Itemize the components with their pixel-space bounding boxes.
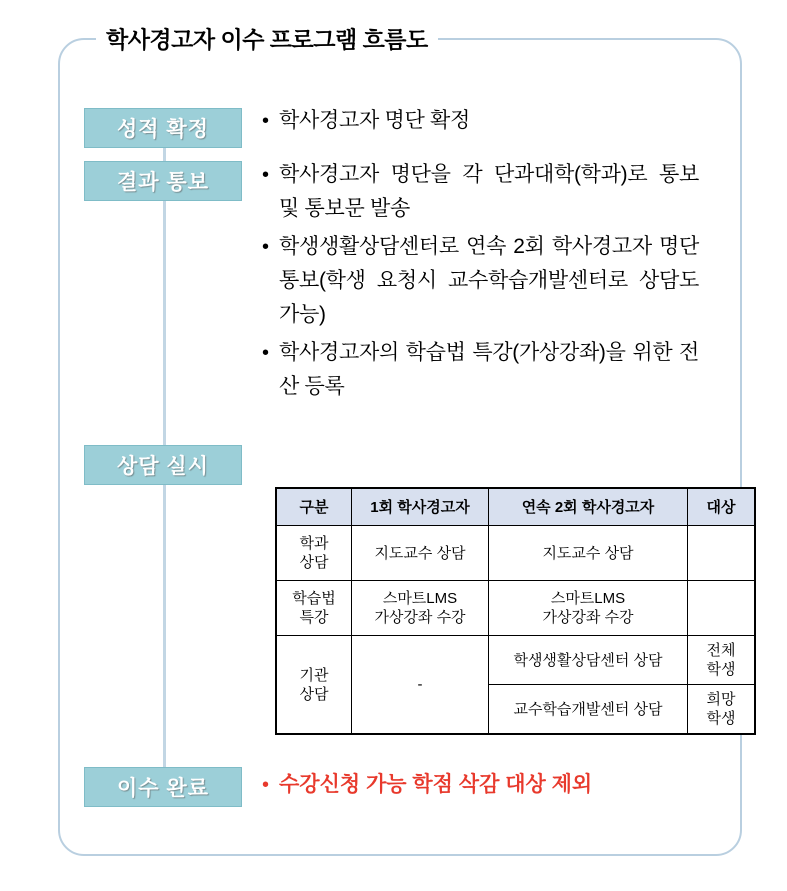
table-cell-once: 지도교수 상담	[352, 526, 489, 581]
table-row	[276, 526, 755, 581]
stage-label: 성적 확정	[117, 118, 209, 141]
list-item	[262, 768, 592, 802]
table-header-cell: 연속 2회 학사경고자	[489, 488, 688, 526]
table-header-cell: 대상	[688, 488, 756, 526]
bullet-group-grade	[262, 104, 470, 142]
list-item	[262, 230, 699, 332]
stage-chip-grade-confirmed[interactable]	[84, 108, 242, 148]
table-header-row	[276, 488, 755, 526]
counseling-table	[275, 487, 756, 735]
stage-label: 상담 실시	[117, 455, 209, 478]
table-cell-label: 학과 상담	[276, 526, 352, 581]
bullet-dot-icon: •	[262, 342, 270, 364]
bullet-text: 학사경고자 명단을 각 단과대학(학과)로 통보 및 통보문 발송	[279, 163, 700, 220]
table-cell-target: 전체 학생	[688, 636, 756, 685]
bullet-text: 학생생활상담센터로 연속 2회 학사경고자 명단 통보(학생 요청시 교수학습개발센터로 상담도 가능)	[279, 235, 700, 326]
table-cell-once: -	[352, 636, 489, 735]
list-item	[262, 336, 699, 404]
table-header-cell: 구분	[276, 488, 352, 526]
list-item	[262, 158, 699, 226]
table-cell-twice: 학생생활상담센터 상담	[489, 636, 688, 685]
table-cell-once: 스마트LMS 가상강좌 수강	[352, 581, 489, 636]
table-row	[276, 581, 755, 636]
bullet-dot-icon: •	[262, 110, 270, 132]
table-header-cell: 1회 학사경고자	[352, 488, 489, 526]
stage-chip-counseling[interactable]	[84, 445, 242, 485]
list-item	[262, 104, 470, 138]
bullet-text: 학사경고자 명단 확정	[279, 109, 470, 132]
bullet-dot-icon: •	[262, 164, 270, 186]
bullet-dot-icon: •	[262, 774, 270, 796]
table-cell-target	[688, 526, 756, 581]
bullet-text: 학사경고자의 학습법 특강(가상강좌)을 위한 전산 등록	[279, 341, 700, 398]
table-cell-label: 기관 상담	[276, 636, 352, 735]
bullet-group-complete	[262, 768, 592, 806]
stage-chip-result-notice[interactable]	[84, 161, 242, 201]
stage-label: 이수 완료	[117, 777, 209, 800]
table-cell-target: 희망 학생	[688, 685, 756, 735]
table-cell-twice: 교수학습개발센터 상담	[489, 685, 688, 735]
bullet-group-notify	[262, 158, 699, 408]
bullet-dot-icon: •	[262, 236, 270, 258]
stage-label: 결과 통보	[117, 171, 209, 194]
table-cell-twice: 지도교수 상담	[489, 526, 688, 581]
stage-chip-completion[interactable]	[84, 767, 242, 807]
table-row	[276, 636, 755, 685]
bullet-text: 수강신청 가능 학점 삭감 대상 제외	[279, 773, 593, 796]
page-title: 학사경고자 이수 프로그램 흐름도	[96, 22, 438, 55]
table-cell-target	[688, 581, 756, 636]
table-cell-twice: 스마트LMS 가상강좌 수강	[489, 581, 688, 636]
table-cell-label: 학습법 특강	[276, 581, 352, 636]
